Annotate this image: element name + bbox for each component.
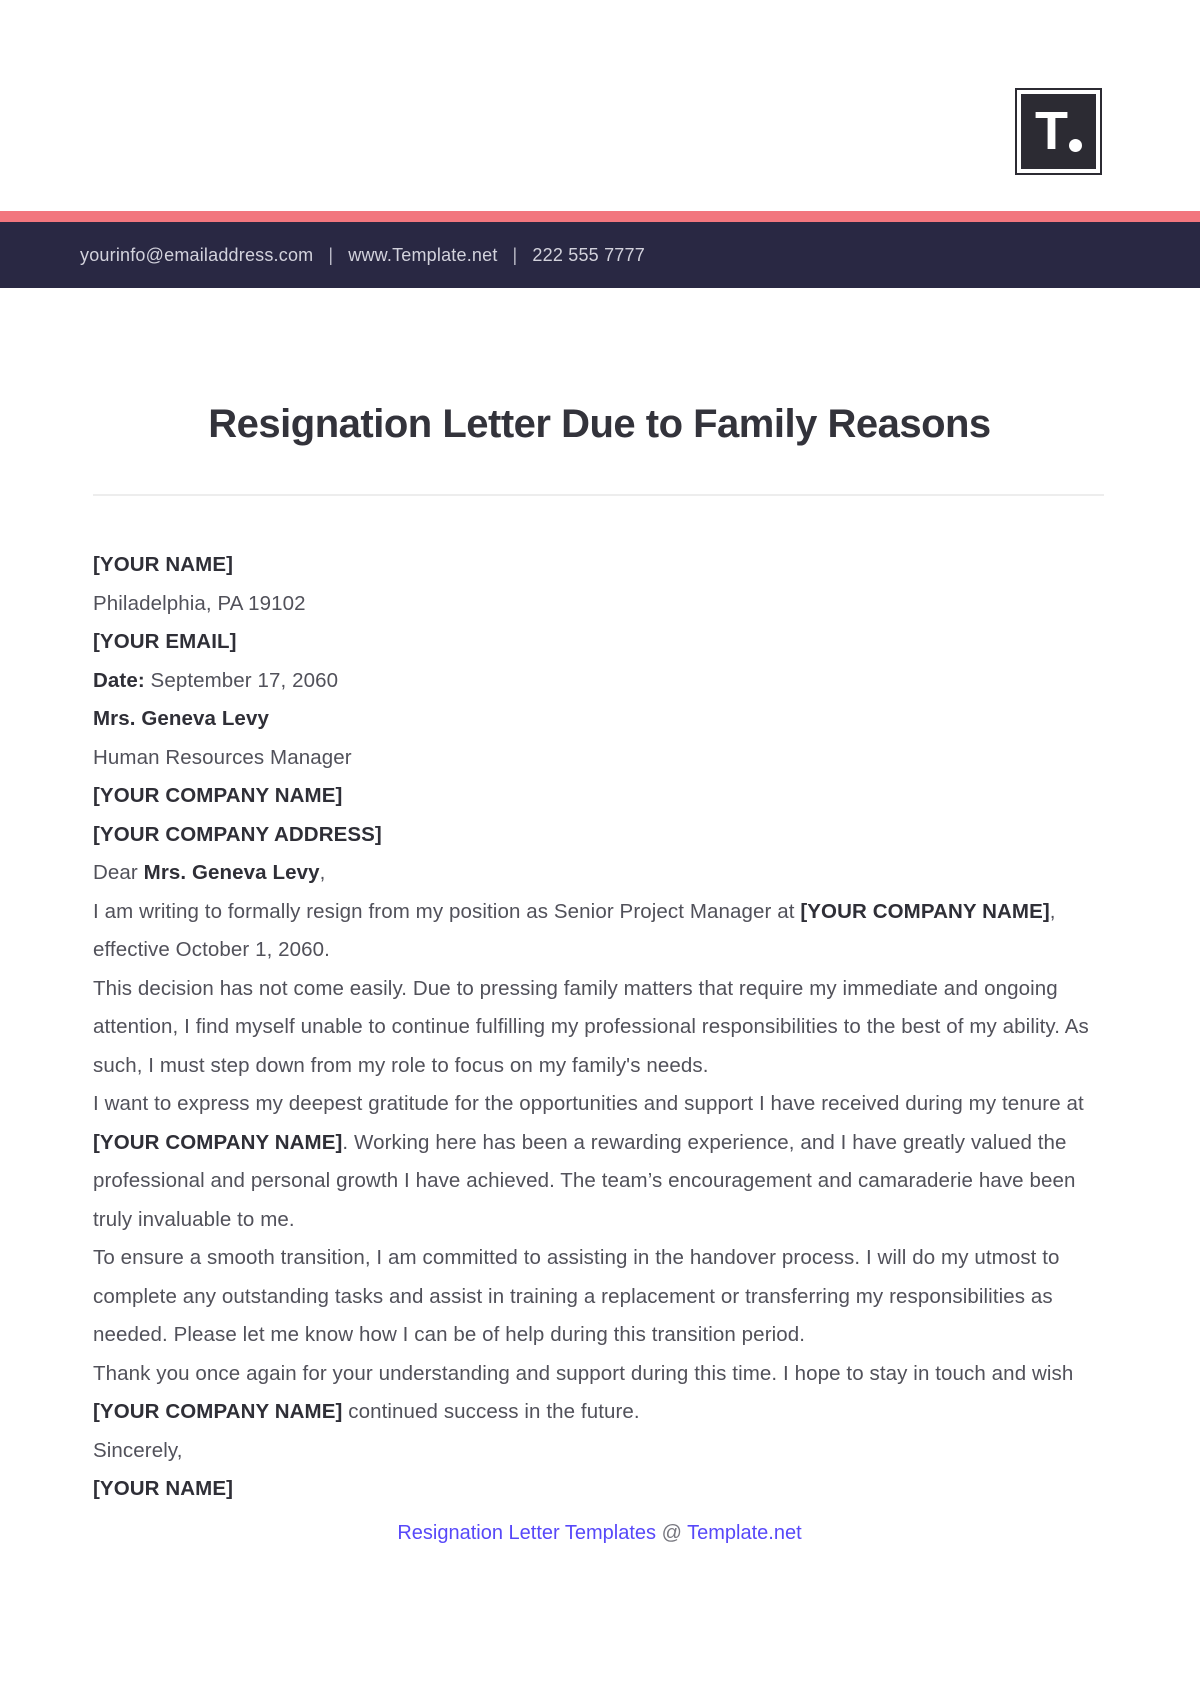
- sender-email: [YOUR EMAIL]: [93, 630, 237, 653]
- logo-dot-icon: [1069, 139, 1082, 152]
- page-title: Resignation Letter Due to Family Reasons: [208, 402, 991, 446]
- accent-stripe: [0, 211, 1200, 222]
- logo-letter: T: [1035, 100, 1068, 161]
- template-net-logo: [1015, 88, 1102, 175]
- salutation: Dear Mrs. Geneva Levy,: [93, 861, 326, 884]
- recipient-company: [YOUR COMPANY NAME]: [93, 784, 343, 807]
- paragraph-transition: To ensure a smooth transition, I am committed to assisting in the handover process. I will do my utmost to complete any outstanding tasks and assist in training a replacement or transferring my responsibilities as needed. Please let me know how I can be of help during this transition period.: [93, 1246, 1060, 1346]
- sender-city: Philadelphia, PA 19102: [93, 591, 306, 615]
- contact-separator: |: [512, 244, 518, 265]
- signature-name: [YOUR NAME]: [93, 1477, 234, 1500]
- contact-bar: [0, 222, 1200, 288]
- footer-attribution: [93, 1518, 1106, 1548]
- paragraph-thanks: Thank you once again for your understanding and support during this time. I hope to stay in touch and wish [YOUR COMPANY NAME] continued success in the future.: [93, 1361, 1074, 1423]
- recipient-name: Mrs. Geneva Levy: [93, 707, 269, 730]
- closing: Sincerely,: [93, 1438, 183, 1462]
- letter-body: [93, 546, 1106, 1509]
- contact-phone: 222 555 7777: [532, 244, 645, 265]
- paragraph-resignation: I am writing to formally resign from my position as Senior Project Manager at [YOUR COMPANY NAME], effective October 1, 2060.: [93, 899, 1056, 961]
- letter-date: Date: September 17, 2060: [93, 668, 339, 692]
- footer-link-template-net[interactable]: Template.net: [687, 1522, 802, 1544]
- letterhead-bar: [0, 211, 1200, 288]
- recipient-address: [YOUR COMPANY ADDRESS]: [93, 822, 382, 846]
- title-divider: [93, 494, 1104, 496]
- sender-name: [YOUR NAME]: [93, 553, 234, 576]
- footer-separator: @: [661, 1522, 682, 1544]
- paragraph-gratitude: I want to express my deepest gratitude for the opportunities and support I have received during my tenure at [YOUR COMPANY NAME]. Working here has been a rewarding experience, and I have greatly valued the professional and personal growth I have achieved. The team’s encouragement and camaraderie have been truly invaluable to me.: [93, 1092, 1084, 1231]
- contact-email: yourinfo@emailaddress.com: [80, 244, 314, 265]
- recipient-title: Human Resources Manager: [93, 745, 352, 769]
- logo-t-icon: [1021, 94, 1096, 169]
- paragraph-reason: This decision has not come easily. Due to pressing family matters that require my immediate and ongoing attention, I find myself unable to continue fulfilling my professional responsibilities to the best of my ability. As such, I must step down from my role to focus on my family's needs.: [93, 976, 1089, 1077]
- contact-website: www.Template.net: [348, 244, 498, 265]
- contact-separator: |: [328, 244, 334, 265]
- footer-link-templates[interactable]: Resignation Letter Templates: [397, 1522, 657, 1544]
